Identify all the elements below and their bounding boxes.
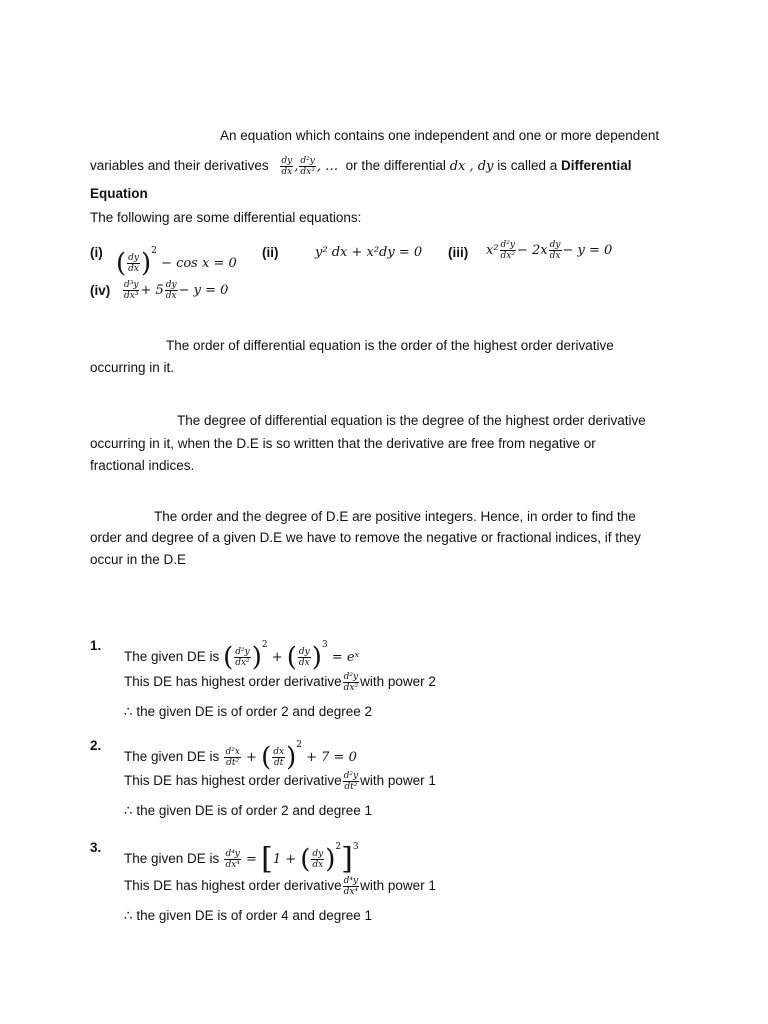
note-line-3: occur in the D.E	[90, 552, 187, 567]
equation-i-tail: − cos x = 0	[161, 256, 237, 271]
equation-i: ( $\frac{dy}{dx}$ )$^2$ − cos x = 0	[116, 246, 237, 279]
exponent: 2	[335, 842, 342, 852]
fraction-dy-dx	[549, 240, 562, 261]
frac-num: dy	[165, 280, 177, 290]
frac-num: d⁴y	[343, 875, 359, 886]
examples-heading: The following are some differential equations:	[90, 210, 362, 225]
power-label: with power 1	[360, 773, 436, 788]
label-iii: (iii)	[448, 245, 469, 260]
given-label: The given DE is	[124, 851, 220, 866]
frac-den: dx	[312, 860, 324, 870]
example-3-conclusion: ∴ the given DE is of order 4 and degree 1	[124, 908, 372, 923]
highest-label: This DE has highest order derivative	[124, 878, 342, 893]
example-1-highest	[124, 668, 436, 696]
fraction-dy-dx	[165, 280, 178, 301]
note-line-1: The order and the degree of D.E are positive integers. Hence, in order to find the	[154, 509, 636, 524]
fraction-d3y-dx3	[123, 280, 139, 301]
eq-tail: = eˣ	[331, 650, 360, 665]
exponent: 2	[151, 246, 157, 256]
fraction-d2x-dt2	[224, 747, 240, 768]
frac-den: dx	[165, 291, 177, 301]
example-1-given: The given DE is ( $\frac{\text{d²y}}{\text{dx²}}$ )$^2$ + ( $\frac{dy}{dx}$ )$^3$ = eˣ	[124, 640, 360, 673]
equation-iv	[122, 276, 228, 306]
term-differential: Differential	[561, 158, 632, 174]
frac-num: d²y	[300, 156, 315, 166]
frac-num: dx	[273, 747, 285, 757]
differentials: dx , dy	[449, 159, 494, 175]
plus-sign: +	[246, 750, 257, 765]
frac-num: dy	[281, 156, 293, 166]
highest-label: This DE has highest order derivative	[124, 674, 342, 689]
frac-den: dx³	[124, 291, 139, 301]
example-3-highest	[124, 872, 436, 900]
example-2-given: The given DE is $\frac{\text{d²x}}{\text{dt²}}$ + ( $\frac{dx}{dt}$ )$^2$ + 7 = 0	[124, 740, 357, 773]
exponent: 2	[261, 640, 268, 650]
frac-num: d²y	[235, 647, 250, 657]
equals-sign: =	[246, 852, 257, 867]
fraction-dy-dx	[298, 647, 311, 668]
example-3-given: The given DE is $\frac{\text{d⁴y}}{\text{dx⁴}}$ = [1 + ( $\frac{dy}{dx}$ )$^2$]$^3$	[124, 841, 359, 877]
fraction-d2y-dx2	[299, 156, 315, 177]
frac-den: dx⁴	[225, 860, 240, 870]
frac-num: dy	[298, 647, 310, 657]
frac-num: d²y	[343, 770, 359, 781]
example-1-number: 1.	[90, 638, 102, 653]
exponent: 3	[352, 842, 359, 852]
fraction-d2y-dt2	[343, 771, 359, 792]
note-line-2: order and degree of a given D.E we have to remove the negative or fractional indices, if they	[90, 530, 641, 545]
frac-num: dy	[128, 253, 140, 263]
frac-den: dt	[273, 758, 284, 768]
exponent: 3	[321, 640, 328, 650]
intro-line-2: variables and their derivatives $\frac{dy}{dx}$ , $\frac{\text{d²y}}{\text{dx²}}$ , … or the differential dx , dy is called a Differential	[90, 156, 632, 177]
derivs-tail: , …	[316, 159, 339, 175]
eq-tail: + 7 = 0	[306, 750, 357, 765]
eq-iv-part-a: + 5	[140, 283, 164, 298]
example-2-conclusion: ∴ the given DE is of order 2 and degree 1	[124, 803, 372, 818]
frac-den: dx²	[300, 167, 315, 177]
frac-num: d²x	[225, 747, 240, 757]
label-iv: (iv)	[90, 283, 111, 298]
example-1-conclusion: ∴ the given DE is of order 2 and degree 2	[124, 704, 372, 719]
order-def-line-2: occurring in it.	[90, 360, 175, 375]
equation-iii	[486, 236, 612, 266]
frac-den: dx⁴	[343, 886, 359, 897]
highest-label: This DE has highest order derivative	[124, 773, 342, 788]
degree-def-line-1: The degree of differential equation is the degree of the highest order derivative	[177, 413, 646, 428]
label-i: (i)	[90, 245, 103, 260]
exponent: 2	[296, 740, 302, 750]
degree-def-line-3: fractional indices.	[90, 458, 195, 473]
eq-iii-part-c: − y = 0	[562, 243, 613, 258]
eq-iii-part-a: x²	[486, 243, 499, 258]
label-ii: (ii)	[262, 245, 279, 260]
fraction-d2y-dx2	[234, 647, 250, 668]
frac-num: dy	[312, 849, 324, 859]
term-equation: Equation	[90, 186, 148, 201]
fraction-d2y-dx2	[500, 240, 516, 261]
fraction-dy-dx	[311, 849, 324, 870]
intro-line-1: An equation which contains one independent and one or more dependent	[220, 128, 660, 143]
example-2-highest	[124, 767, 436, 795]
degree-def-line-2: occurring in it, when the D.E is so written that the derivative are free from negative or	[90, 436, 596, 451]
one-plus: 1 +	[272, 852, 297, 867]
frac-num: d³y	[124, 280, 139, 290]
fraction-dy-dx	[280, 156, 293, 177]
equation-ii: y² dx + x²dy = 0	[315, 245, 423, 260]
order-def-line-1: The order of differential equation is the order of the highest order derivative	[166, 338, 614, 353]
frac-den: dx²	[500, 251, 515, 261]
example-2-number: 2.	[90, 738, 102, 753]
frac-den: dx	[549, 251, 561, 261]
frac-den: dx²	[235, 658, 250, 668]
frac-num: dy	[549, 240, 561, 250]
frac-den: dx	[128, 264, 139, 274]
intro-line-2-text-b: or the differential	[345, 158, 446, 174]
eq-iv-part-b: − y = 0	[178, 283, 229, 298]
example-3-number: 3.	[90, 840, 102, 855]
frac-den: dx	[298, 658, 310, 668]
given-label: The given DE is	[124, 649, 220, 664]
frac-num: d²y	[343, 671, 359, 682]
fraction-dy-dx	[127, 253, 140, 274]
power-label: with power 1	[360, 878, 436, 893]
fraction-d2y-dx2	[343, 672, 359, 693]
intro-line-2-text-a: variables and their derivatives	[90, 158, 269, 174]
frac-den: dt²	[226, 758, 240, 768]
frac-num: d⁴y	[225, 849, 240, 859]
frac-num: d²y	[500, 240, 516, 250]
frac-den: dt²	[344, 781, 358, 792]
given-label: The given DE is	[124, 749, 220, 764]
fraction-dx-dt	[272, 747, 285, 768]
fraction-d4y-dx4	[343, 876, 359, 897]
intro-line-2-text-c: is called a	[497, 158, 558, 174]
power-label: with power 2	[360, 674, 436, 689]
plus-sign: +	[271, 650, 283, 665]
frac-den: dx	[281, 167, 293, 177]
frac-den: dx²	[343, 682, 359, 693]
fraction-d4y-dx4	[224, 849, 240, 870]
eq-iii-part-b: − 2x	[517, 243, 548, 258]
